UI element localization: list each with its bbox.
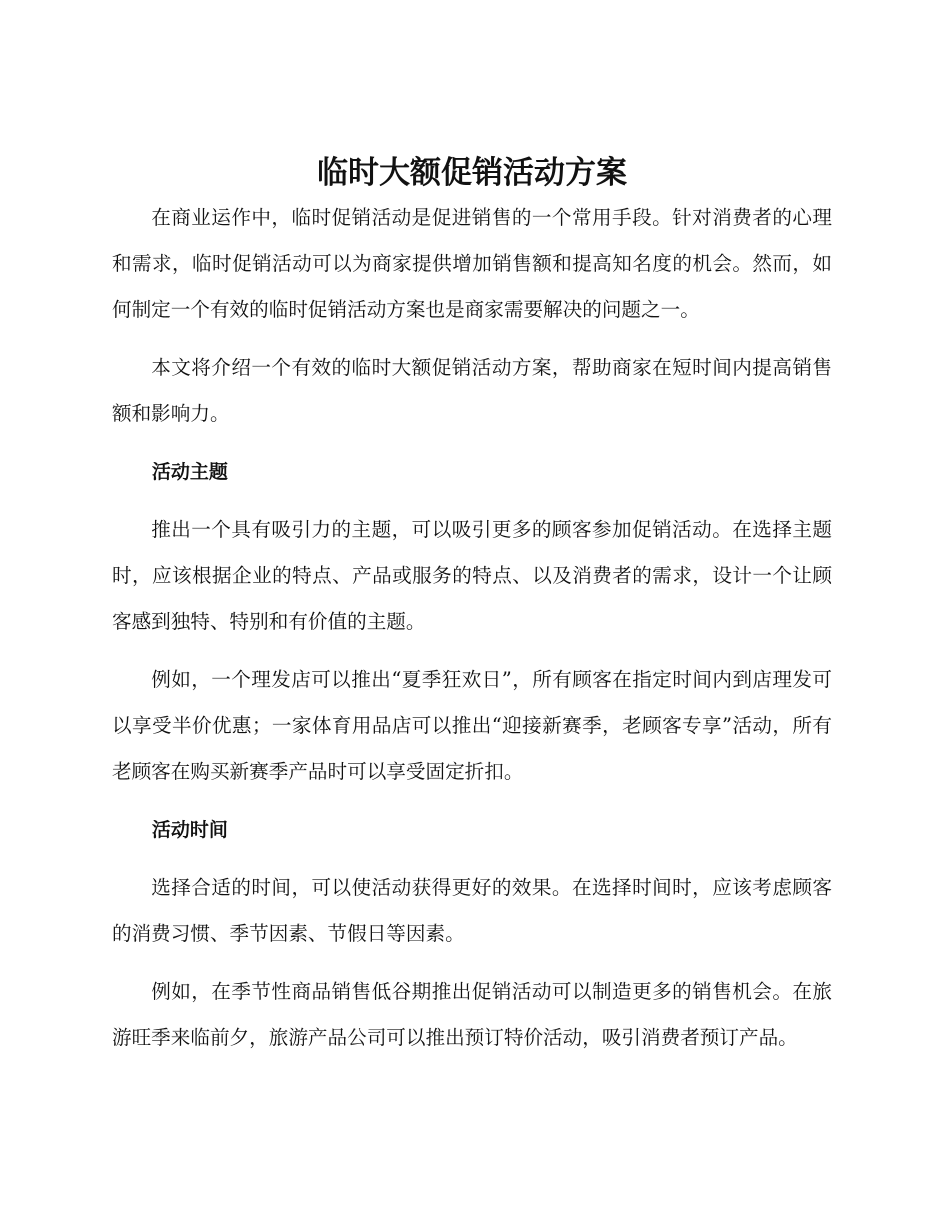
intro-paragraph-2: 本文将介绍一个有效的临时大额促销活动方案，帮助商家在短时间内提高销售额和影响力。 bbox=[112, 356, 832, 425]
theme-paragraph-2: 例如，一个理发店可以推出“夏季狂欢日”，所有顾客在指定时间内到店理发可以享受半价优惠；一家体育用品店可以推出“迎接新赛季，老顾客专享”活动，所有老顾客在购买新赛季产品时可以享受固定折扣。 bbox=[112, 668, 832, 783]
document-title: 临时大额促销活动方案 bbox=[317, 155, 627, 191]
time-paragraph-1: 选择合适的时间，可以使活动获得更好的效果。在选择时间时，应该考虑顾客的消费习惯、季节因素、节假日等因素。 bbox=[112, 876, 832, 945]
section-heading-theme: 活动主题 bbox=[151, 461, 228, 483]
section-heading-time: 活动时间 bbox=[151, 819, 228, 841]
theme-paragraph-1: 推出一个具有吸引力的主题，可以吸引更多的顾客参加促销活动。在选择主题时，应该根据企业的特点、产品或服务的特点、以及消费者的需求，设计一个让顾客感到独特、特别和有价值的主题。 bbox=[112, 518, 832, 633]
intro-paragraph-1: 在商业运作中，临时促销活动是促进销售的一个常用手段。针对消费者的心理和需求，临时促销活动可以为商家提供增加销售额和提高知名度的机会。然而，如何制定一个有效的临时促销活动方案也是商家需要解决的问题之一。 bbox=[112, 206, 832, 321]
document-body bbox=[112, 151, 832, 1061]
time-paragraph-2: 例如，在季节性商品销售低谷期推出促销活动可以制造更多的销售机会。在旅游旺季来临前夕，旅游产品公司可以推出预订特价活动，吸引消费者预订产品。 bbox=[112, 980, 832, 1049]
